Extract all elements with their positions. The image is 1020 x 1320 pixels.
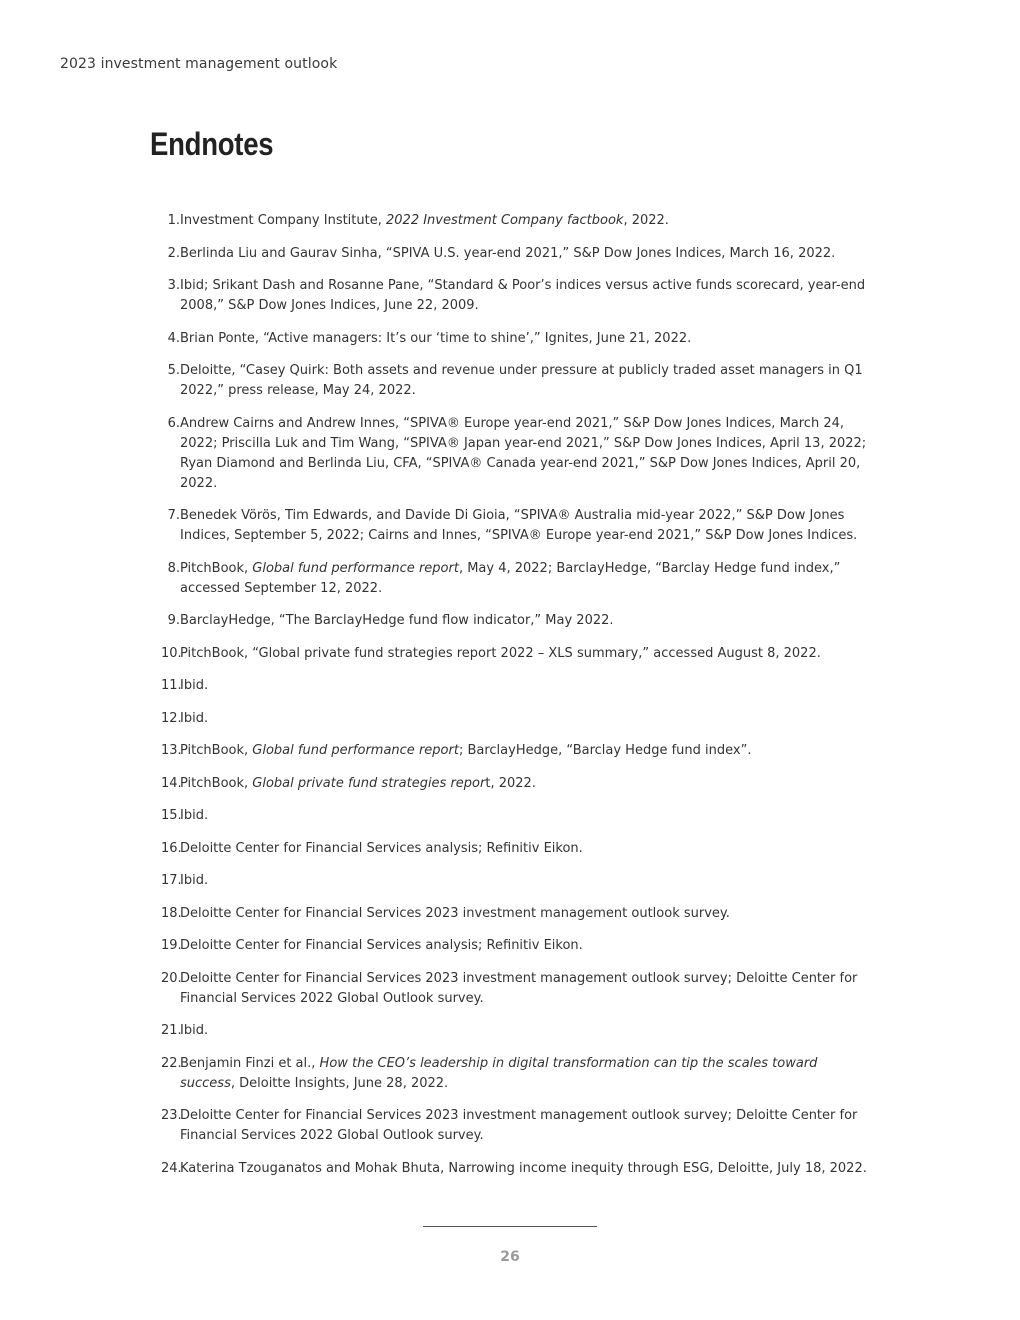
endnote-number: [150, 1021, 180, 1041]
page-title: Endnotes: [150, 126, 274, 162]
endnote-number-label: 15.: [161, 808, 182, 823]
endnote-text: [180, 559, 875, 599]
endnote-number-label: 24.: [161, 1160, 182, 1176]
endnote-text-segment: Deloitte Center for Financial Services 2023 investment management outlook survey; Deloitte Center for Financial Services 2022 Global Outlook survey.: [180, 970, 858, 1006]
page-number: 26: [500, 1249, 520, 1265]
endnote-number-label: 9.: [167, 613, 180, 628]
endnote-number-label: 5.: [167, 363, 180, 378]
endnote-text-segment: , May 4, 2022; BarclayHedge, “Barclay Hedge fund index,” accessed September 12, 2022.: [180, 560, 841, 596]
endnote-item: [150, 774, 875, 794]
endnote-number: [150, 1054, 180, 1094]
endnote-number: [150, 244, 180, 264]
endnote-text-segment: Investment Company Institute,: [180, 213, 386, 228]
endnote-text: [180, 774, 875, 794]
endnote-number: [150, 709, 180, 729]
endnote-number: [150, 676, 180, 696]
endnote-number: [150, 361, 180, 401]
endnote-item: [150, 741, 875, 761]
endnote-text: [180, 644, 875, 664]
endnote-text: [180, 806, 875, 826]
endnote-number: [150, 1159, 180, 1179]
endnote-text-segment: BarclayHedge, “The BarclayHedge fund flow indicator,” May 2022.: [180, 613, 614, 628]
endnote-text-segment: Benjamin Finzi et al.,: [180, 1055, 320, 1071]
endnote-item: [150, 414, 875, 494]
endnote-item: [150, 361, 875, 401]
endnote-text-segment: Katerina Tzouganatos and Mohak Bhuta, Narrowing income inequity through ESG, Deloitte, July 18, 2022.: [180, 1160, 867, 1176]
endnote-item: [150, 329, 875, 349]
endnote-number: [150, 969, 180, 1009]
endnote-number: [150, 741, 180, 761]
endnote-number: [150, 611, 180, 631]
endnote-text-segment: Ibid.: [180, 808, 209, 823]
endnote-item: [150, 1021, 875, 1041]
endnote-item: [150, 676, 875, 696]
endnote-text: [180, 936, 875, 956]
endnote-text: [180, 741, 875, 761]
endnote-item: [150, 559, 875, 599]
endnote-item: [150, 1159, 875, 1179]
endnote-item: [150, 806, 875, 826]
endnote-number: [150, 414, 180, 494]
endnote-number-label: 20.: [161, 970, 182, 986]
endnote-text: [180, 211, 875, 231]
endnote-text-segment: Andrew Cairns and Andrew Innes, “SPIVA® Europe year-end 2021,” S&P Dow Jones Indices, March 24, 2022; Priscilla Luk and Tim Wang, “SPIVA® Japan year-end 2021,” S&P Dow Jones Indices, April 13, 2022; Ryan Diamond and Berlinda Liu, CFA, “SPIVA® Canada year-end 2021,” S&P Dow Jones Indices, April 20, 2022.: [180, 415, 867, 491]
endnote-number-label: 7.: [167, 508, 180, 523]
endnote-text-segment: t, 2022.: [485, 775, 536, 791]
endnote-item: [150, 871, 875, 891]
endnote-number-label: 19.: [161, 938, 182, 953]
endnote-item: [150, 611, 875, 631]
endnote-item: [150, 969, 875, 1009]
endnote-text: [180, 276, 875, 316]
endnote-number: [150, 871, 180, 891]
endnote-text: [180, 709, 875, 729]
endnote-text-segment: PitchBook, “Global private fund strategies report 2022 – XLS summary,” accessed August 8, 2022.: [180, 645, 821, 661]
endnote-number-label: 21.: [161, 1023, 182, 1038]
endnote-number-label: 22.: [161, 1055, 182, 1071]
endnotes-list: [150, 211, 875, 1191]
endnote-number-label: 23.: [161, 1108, 182, 1123]
endnote-item: [150, 276, 875, 316]
endnote-number-label: 4.: [167, 330, 180, 346]
endnote-item: [150, 211, 875, 231]
endnote-text-segment: Ibid; Srikant Dash and Rosanne Pane, “Standard & Poor’s indices versus active funds scorecard, year-end 2008,” S&P Dow Jones Indices, June 22, 2009.: [180, 278, 866, 313]
endnote-number-label: 8.: [167, 560, 180, 576]
endnote-number: [150, 806, 180, 826]
endnote-text-segment: Brian Ponte, “Active managers: It’s our ‘time to shine’,” Ignites, June 21, 2022.: [180, 330, 692, 346]
endnote-number-label: 1.: [167, 213, 180, 228]
endnote-text: [180, 1159, 875, 1179]
endnote-text: [180, 1106, 875, 1146]
endnote-text-segment: Deloitte Center for Financial Services 2023 investment management outlook survey; Deloitte Center for Financial Services 2022 Global Outlook survey.: [180, 1108, 858, 1143]
endnote-title-italic: Global private fund strategies repor: [252, 775, 486, 791]
endnote-number-label: 18.: [161, 905, 182, 921]
endnote-item: [150, 1106, 875, 1146]
endnote-item: [150, 644, 875, 664]
endnote-number: [150, 211, 180, 231]
endnote-item: [150, 904, 875, 924]
endnote-title-italic: How the CEO’s leadership in digital transformation can tip the scales toward success: [180, 1055, 818, 1091]
footer-divider: [423, 1226, 597, 1227]
endnote-text: [180, 1021, 875, 1041]
endnote-number-label: 16.: [161, 840, 182, 856]
endnote-number-label: 2.: [167, 245, 180, 261]
endnote-title-italic: 2022 Investment Company factbook: [386, 213, 624, 228]
endnote-number: [150, 936, 180, 956]
endnote-text: [180, 506, 875, 546]
endnote-number: [150, 506, 180, 546]
endnote-number: [150, 1106, 180, 1146]
endnote-number: [150, 329, 180, 349]
endnote-number-label: 6.: [167, 415, 180, 431]
endnote-text: [180, 839, 875, 859]
endnote-text-segment: Deloitte Center for Financial Services analysis; Refinitiv Eikon.: [180, 938, 583, 953]
endnote-text: [180, 904, 875, 924]
endnote-item: [150, 709, 875, 729]
endnote-text-segment: PitchBook,: [180, 743, 253, 758]
endnote-text: [180, 1054, 875, 1094]
endnote-text-segment: Ibid.: [180, 710, 209, 726]
endnote-text: [180, 329, 875, 349]
endnote-text-segment: ; BarclayHedge, “Barclay Hedge fund index”.: [458, 743, 752, 758]
endnote-number-label: 13.: [161, 743, 182, 758]
endnote-title-italic: Global fund performance report: [252, 743, 459, 758]
endnote-text: [180, 361, 875, 401]
endnote-number-label: 10.: [161, 645, 182, 661]
endnote-text-segment: Ibid.: [180, 1023, 209, 1038]
endnote-text-segment: Deloitte, “Casey Quirk: Both assets and revenue under pressure at publicly traded asset managers in Q1 2022,” press release, May 24, 2022.: [180, 363, 863, 398]
endnote-item: [150, 1054, 875, 1094]
endnote-text-segment: , 2022.: [623, 213, 669, 228]
endnote-text: [180, 611, 875, 631]
endnote-text-segment: Ibid.: [180, 678, 209, 693]
endnote-text: [180, 414, 875, 494]
endnote-text-segment: PitchBook,: [180, 560, 253, 576]
endnote-number-label: 12.: [161, 710, 182, 726]
endnote-text-segment: Ibid.: [180, 873, 209, 888]
endnote-number-label: 14.: [161, 775, 182, 791]
endnote-number: [150, 904, 180, 924]
endnote-text-segment: Berlinda Liu and Gaurav Sinha, “SPIVA U.S. year-end 2021,” S&P Dow Jones Indices, March 16, 2022.: [180, 245, 836, 261]
endnote-number: [150, 276, 180, 316]
endnote-text: [180, 676, 875, 696]
endnote-number-label: 17.: [161, 873, 182, 888]
running-header: 2023 investment management outlook: [60, 56, 338, 72]
endnote-text: [180, 969, 875, 1009]
endnote-item: [150, 244, 875, 264]
endnote-item: [150, 839, 875, 859]
endnote-number: [150, 559, 180, 599]
endnote-number-label: 3.: [167, 278, 180, 293]
endnote-text-segment: Deloitte Center for Financial Services 2023 investment management outlook survey.: [180, 905, 730, 921]
endnote-number: [150, 644, 180, 664]
endnote-text: [180, 244, 875, 264]
endnote-text-segment: , Deloitte Insights, June 28, 2022.: [230, 1075, 449, 1091]
endnote-number-label: 11.: [161, 678, 182, 693]
endnote-item: [150, 936, 875, 956]
endnote-text-segment: Benedek Vörös, Tim Edwards, and Davide Di Gioia, “SPIVA® Australia mid-year 2022,” S&P Dow Jones Indices, September 5, 2022; Cairns and Innes, “SPIVA® Europe year-end 2021,” S&P Dow Jones Indices.: [180, 508, 858, 543]
endnote-text-segment: Deloitte Center for Financial Services analysis; Refinitiv Eikon.: [180, 840, 583, 856]
endnote-number: [150, 839, 180, 859]
endnote-text: [180, 871, 875, 891]
endnote-item: [150, 506, 875, 546]
endnote-text-segment: PitchBook,: [180, 775, 253, 791]
endnote-number: [150, 774, 180, 794]
endnote-title-italic: Global fund performance report: [252, 560, 459, 576]
